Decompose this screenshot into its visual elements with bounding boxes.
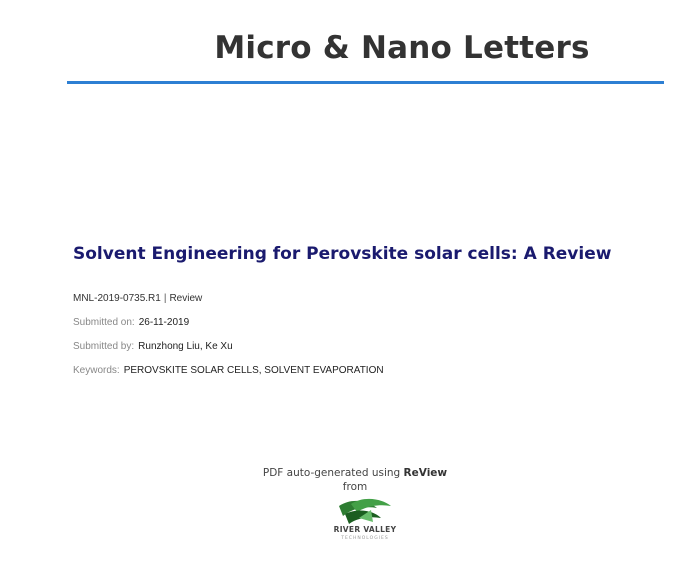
company-name: RIVER VALLEY [333,525,397,534]
from-text: from [342,481,368,493]
keywords-value: PEROVSKITE SOLAR CELLS, SOLVENT EVAPORATION [123,365,384,376]
review-brand: ReView [403,467,448,479]
submitted-by-line [73,341,233,352]
header-rule [67,81,664,84]
submitted-by-value: Runzhong Liu, Ke Xu [138,341,233,352]
separator: | [163,293,167,304]
paper-title: Solvent Engineering for Perovskite solar cells: A Review [73,244,612,264]
submitted-on-value: 26-11-2019 [138,317,190,328]
generator-credit [230,467,480,493]
logo-leaves [339,499,391,524]
submitted-on-label: Submitted on: [73,317,135,328]
company-sub: TECHNOLOGIES [341,536,389,541]
manuscript-id: MNL-2019-0735.R1 [73,293,161,304]
generated-text: PDF auto-generated using [262,467,401,479]
manuscript-type: Review [169,293,203,304]
keywords-line [73,365,384,376]
submitted-on-line [73,317,189,328]
submitted-by-label: Submitted by: [73,341,135,352]
manuscript-id-line [73,293,202,304]
keywords-label: Keywords: [73,365,120,376]
journal-title: Micro & Nano Letters [214,30,590,66]
